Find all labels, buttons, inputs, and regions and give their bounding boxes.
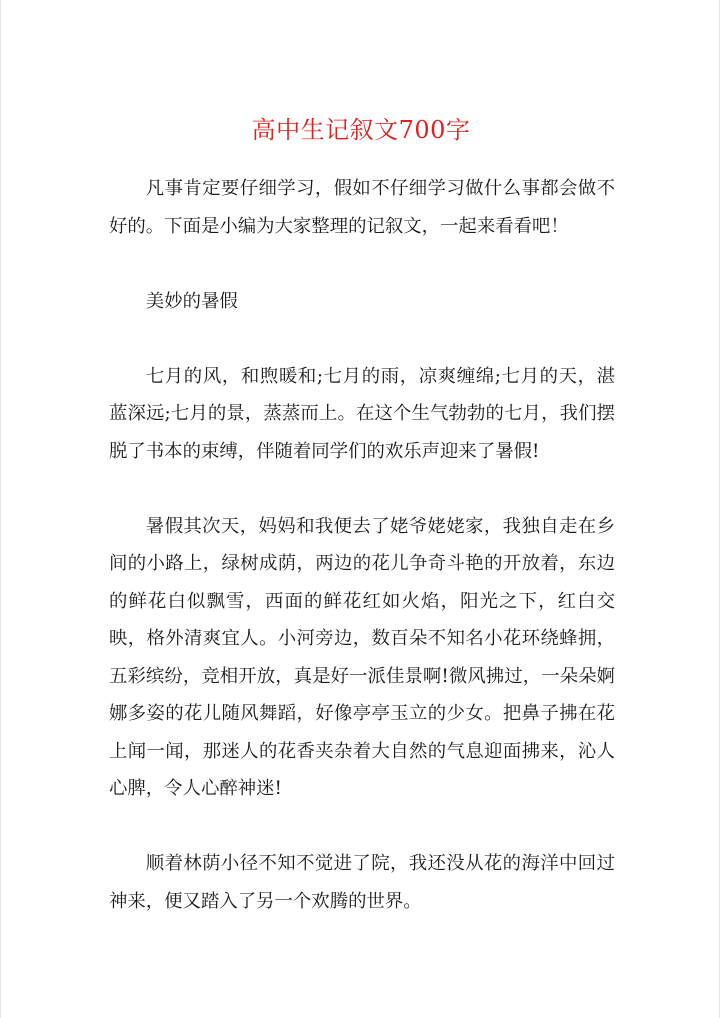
section-heading: 美妙的暑假 — [145, 290, 238, 312]
document-body — [109, 170, 615, 920]
body-paragraph: 顺着林荫小径不知不觉进了院，我还没从花的海洋中回过神来，便又踏入了另一个欢腾的世界。 — [109, 853, 615, 912]
document-title: 高中生记叙文700字 — [251, 116, 471, 144]
body-paragraph: 暑假其次天，妈妈和我便去了姥爷姥姥家，我独自走在乡间的小路上，绿树成荫，两边的花儿争奇斗艳的开放着，东边的鲜花白似飘雪，西面的鲜花红如火焰，阳光之下，红白交映，格外清爽宜人。小河旁边，数百朵不知名小花环绕蜂拥，五彩缤纷，竞相开放，真是好一派佳景啊!微风拂过，一朵朵婀娜多姿的花儿随风舞蹈，好像亭亭玉立的少女。把鼻子拂在花上闻一闻，那迷人的花香夹杂着大自然的气息迎面拂来，沁人心脾，令人心醉神迷! — [109, 515, 615, 799]
body-paragraph: 七月的风，和煦暖和;七月的雨，凉爽缠绵;七月的天，湛蓝深远;七月的景，蒸蒸而上。在这个生气勃勃的七月，我们摆脱了书本的束缚，伴随着同学们的欢乐声迎来了暑假! — [109, 365, 615, 462]
intro-paragraph: 凡事肯定要仔细学习，假如不仔细学习做什么事都会做不好的。下面是小编为大家整理的记叙文，一起来看看吧！ — [109, 178, 615, 237]
